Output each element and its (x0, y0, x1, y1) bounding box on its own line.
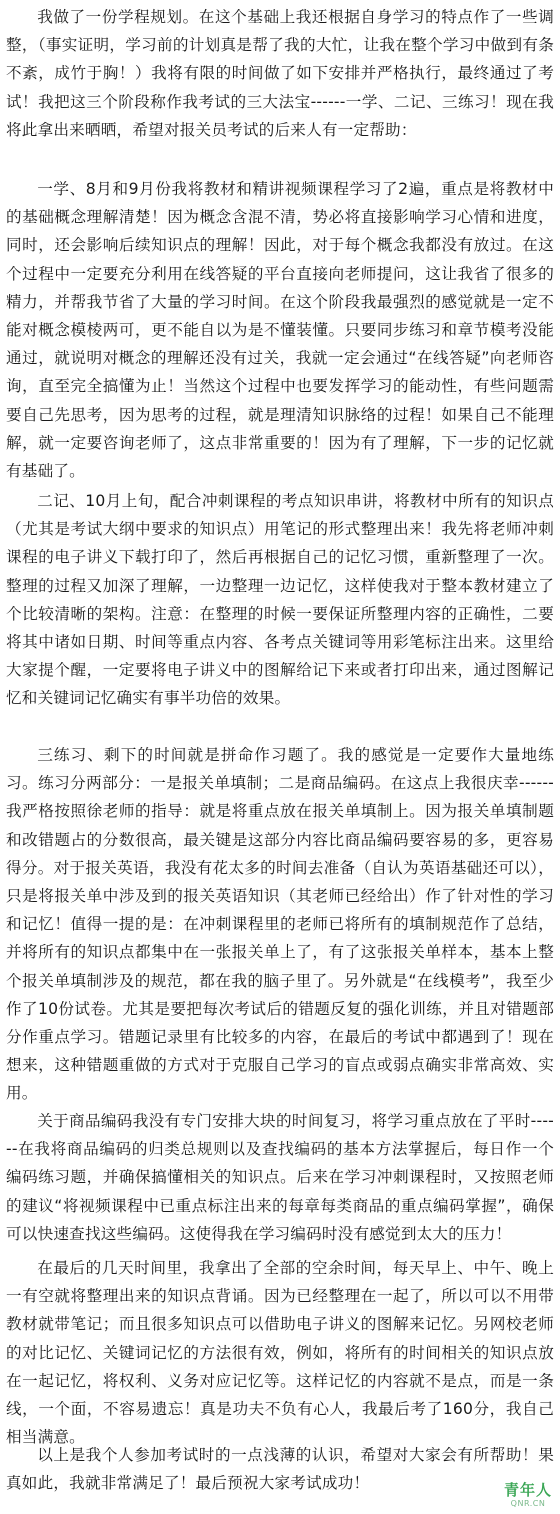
watermark-site: QNR.CN (510, 1499, 546, 1508)
paragraph-study: 一学、8月和9月份我将教材和精讲视频课程学习了2遍，重点是将教材中的基础概念理解清楚！因为概念含混不清，势必将直接影响学习心情和进度，同时，还会影响后续知识点的理解！因此，对于每个概念我都没有放过。在这个过程中一定要充分利用在线答疑的平台直接向老师提问，这让我省了很多的精力，并帮我节省了大量的学习时间。在这个阶段我最强烈的感觉就是一定不能对概念模棱两可，更不能自以为是不懂装懂。只要同步练习和章节模考没能通过，就说明对概念的理解还没有过关，我就一定会通过“在线答疑”向老师咨询，直至完全搞懂为止！当然这个过程中也要发挥学习的能动性，有些问题需要自己先思考，因为思考的过程，就是理清知识脉络的过程！如果自己不能理解，就一定要咨询老师了，这点非常重要的！因为有了理解，下一步的记忆就有基础了。 (6, 180, 554, 481)
site-watermark-logo (504, 1483, 552, 1508)
paragraph-practice: 三练习、剩下的时间就是拼命作习题了。我的感觉是一定要作大量地练习。练习分两部分：一是报关单填制；二是商品编码。在这点上我很庆幸------我严格按照徐老师的指导：就是将重点放在报关单填制上。因为报关单填制题和改错题占的分数很高，最关键是这部分内容比商品编码要容易的多，更容易得分。对于报关英语，我没有花太多的时间去准备（自认为英语基础还可以），只是将报关单中涉及到的报关英语知识（其老师已经给出）作了针对性的学习和记忆！值得一提的是：在冲刺课程里的老师已将所有的填制规范作了总结，并将所有的知识点都集中在一张报关单上了，有了这张报关单样本，基本上整个报关单填制涉及的规范，都在我的脑子里了。另外就是“在线模考”，我至少作了10份试卷。尤其是要把每次考试后的错题反复的强化训练，并且对错题部分作重点学习。错题记录里有比较多的内容，在最后的考试中都遇到了！现在想来，这种错题重做的方式对于克服自己学习的盲点或弱点确实非常高效、实用。 (6, 746, 554, 1103)
paragraph-conclusion: 以上是我个人参加考试时的一点浅薄的认识，希望对大家会有所帮助！果真如此，我就非常满足了！最后预祝大家考试成功！ (6, 1446, 554, 1493)
paragraph-intro: 我做了一份学程规划。在这个基础上我还根据自身学习的特点作了一些调整，（事实证明，学习前的计划真是帮了我的大忙，让我在整个学习中做到有条不紊，成竹于胸！）我将有限的时间做了如下安排并严格执行，最终通过了考试！我把这三个阶段称作我考试的三大法宝------一学、二记、三练习！现在我将此拿出来晒晒，希望对报关员考试的后来人有一定帮助： (6, 8, 554, 139)
paragraph-commodity-codes: 关于商品编码我没有专门安排大块的时间复习，将学习重点放在了平时------在我将商品编码的归类总规则以及查找编码的基本方法掌握后，每日作一个编码练习题，并确保搞懂相关的知识点。后来在学习冲刺课程时，又按照老师的建议“将视频课程中已重点标注出来的每章每类商品的重点编码掌握”，确保可以快速查找这些编码。这使得我在学习编码时没有感觉到太大的压力！ (6, 1112, 554, 1243)
paragraph-final-days: 在最后的几天时间里，我拿出了全部的空余时间，每天早上、中午、晚上一有空就将整理出来的知识点背诵。因为已经整理在一起了，所以可以不用带教材就带笔记；而且很多知识点可以借助电子讲义的图解来记忆。另网校老师的对比记忆、关键词记忆的方法很有效，例如，将所有的时间相关的知识点放在一起记忆，将权利、义务对应记忆等。这样记忆的内容就不是点，而是一条线，一个面，不容易遗忘！真是功夫不负有心人，我最后考了160分，我自己相当满意。 (6, 1259, 554, 1447)
watermark-title: 青年人 (503, 1481, 552, 1499)
paragraph-memorize: 二记、10月上旬，配合冲刺课程的考点知识串讲，将教材中所有的知识点（尤其是考试大纲中要求的知识点）用笔记的形式整理出来！我先将老师冲刺课程的电子讲义下载打印了，然后再根据自己的记忆习惯，重新整理了一次。整理的过程又加深了理解，一边整理一边记忆，这样使我对于整本教材建立了个比较清晰的架构。注意：在整理的时候一要保证所整理内容的正确性，二要将其中诸如日期、时间等重点内容、各考点关键词等用彩笔标注出来。这里给大家提个醒，一定要将电子讲义中的图解给记下来或者打印出来，通过图解记忆和关键词记忆确实有事半功倍的效果。 (6, 492, 554, 708)
